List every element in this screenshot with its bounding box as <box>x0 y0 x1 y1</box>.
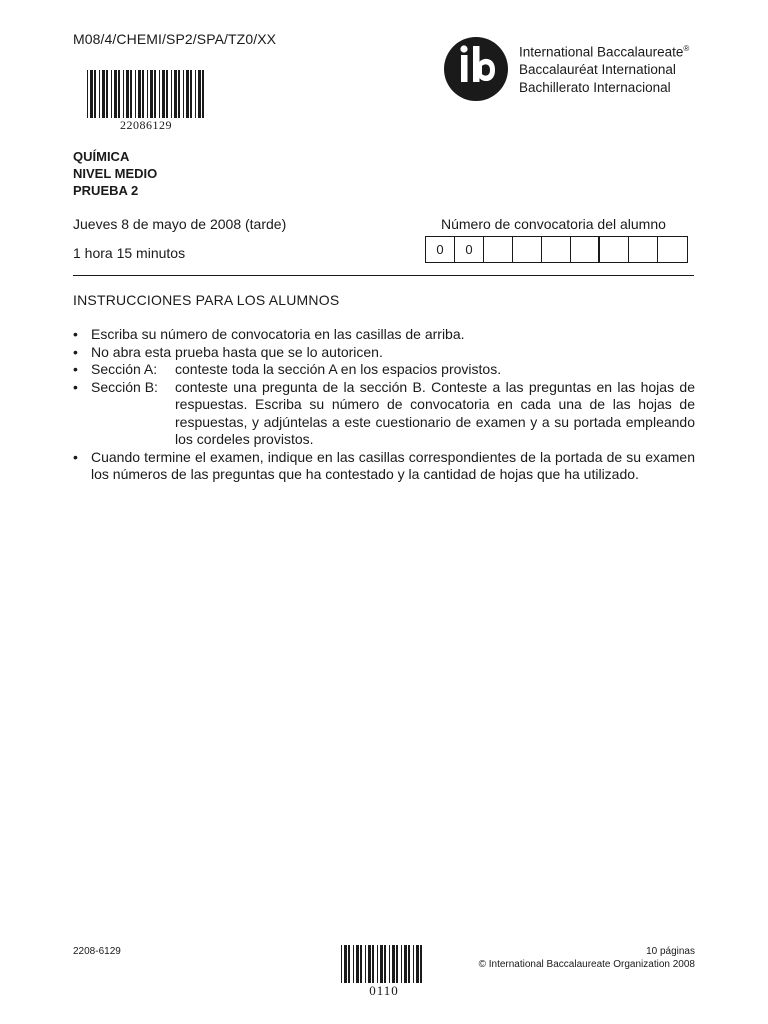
barcode-number: 22086129 <box>120 118 172 132</box>
candidate-box[interactable] <box>629 237 658 262</box>
ib-logo-icon <box>441 36 511 102</box>
candidate-box[interactable] <box>542 237 571 262</box>
instructions-title: INSTRUCCIONES PARA LOS ALUMNOS <box>73 292 340 308</box>
bullet: • <box>73 343 78 360</box>
instruction-label: Sección A: <box>91 361 158 377</box>
exam-duration: 1 hora 15 minutos <box>73 245 186 261</box>
instructions-list <box>73 326 695 484</box>
copyright: © International Baccalaureate Organization 2008 <box>478 959 695 970</box>
paper-code: M08/4/CHEMI/SP2/SPA/TZ0/XX <box>73 31 277 47</box>
instruction-item <box>73 326 695 344</box>
instruction-text: conteste una pregunta de la sección B. Conteste a las preguntas en las hojas de respuestas. Escriba su número de convocatoria en cada una de las hojas de respuestas, y adjúntelas a este cuestionario de examen y a su portada empleando los cordeles provistos. <box>175 378 695 447</box>
registered-mark: ® <box>683 44 690 53</box>
barcode-icon <box>341 945 427 983</box>
divider <box>73 275 694 276</box>
paper: PRUEBA 2 <box>73 183 139 198</box>
page-count: 10 páginas <box>646 946 695 957</box>
footer-code: 2208-6129 <box>73 946 121 957</box>
subject: QUÍMICA <box>73 149 130 164</box>
exam-date: Jueves 8 de mayo de 2008 (tarde) <box>73 216 287 232</box>
instruction-text: Escriba su número de convocatoria en las casillas de arriba. <box>91 326 465 342</box>
instruction-item <box>73 361 695 379</box>
bullet: • <box>73 448 78 465</box>
bullet: • <box>73 361 78 377</box>
instruction-item <box>73 449 695 484</box>
barcode-icon <box>87 70 205 118</box>
instruction-text: Cuando termine el examen, indique en las casillas correspondientes de la portada de su examen los números de las preguntas que ha contestado y la cantidad de hojas que ha utilizado. <box>91 448 695 482</box>
candidate-number-label: Número de convocatoria del alumno <box>441 216 666 232</box>
candidate-number-boxes <box>425 236 688 263</box>
candidate-box[interactable]: 0 <box>426 237 455 262</box>
footer-info <box>450 945 695 971</box>
candidate-box[interactable] <box>513 237 542 262</box>
footer-barcode-number: 0110 <box>369 983 399 998</box>
exam-title-block <box>73 148 157 199</box>
candidate-box[interactable] <box>571 237 600 262</box>
org-name-en: International Baccalaureate® <box>519 44 690 60</box>
org-name-es: Bachillerato Internacional <box>519 79 671 95</box>
organization-names <box>519 40 689 96</box>
instruction-text: conteste toda la sección A en los espacios provistos. <box>175 361 502 377</box>
level: NIVEL MEDIO <box>73 166 158 181</box>
instruction-item <box>73 344 695 362</box>
candidate-box[interactable] <box>658 237 687 262</box>
instruction-item <box>73 379 695 449</box>
candidate-box[interactable] <box>600 237 629 262</box>
instruction-label: Sección B: <box>91 378 158 395</box>
candidate-box[interactable]: 0 <box>455 237 484 262</box>
bullet: • <box>73 326 78 342</box>
org-name-fr: Baccalauréat International <box>519 62 676 77</box>
bullet: • <box>73 378 78 395</box>
instruction-text: No abra esta prueba hasta que se lo autoricen. <box>91 343 383 360</box>
candidate-box[interactable] <box>484 237 513 262</box>
